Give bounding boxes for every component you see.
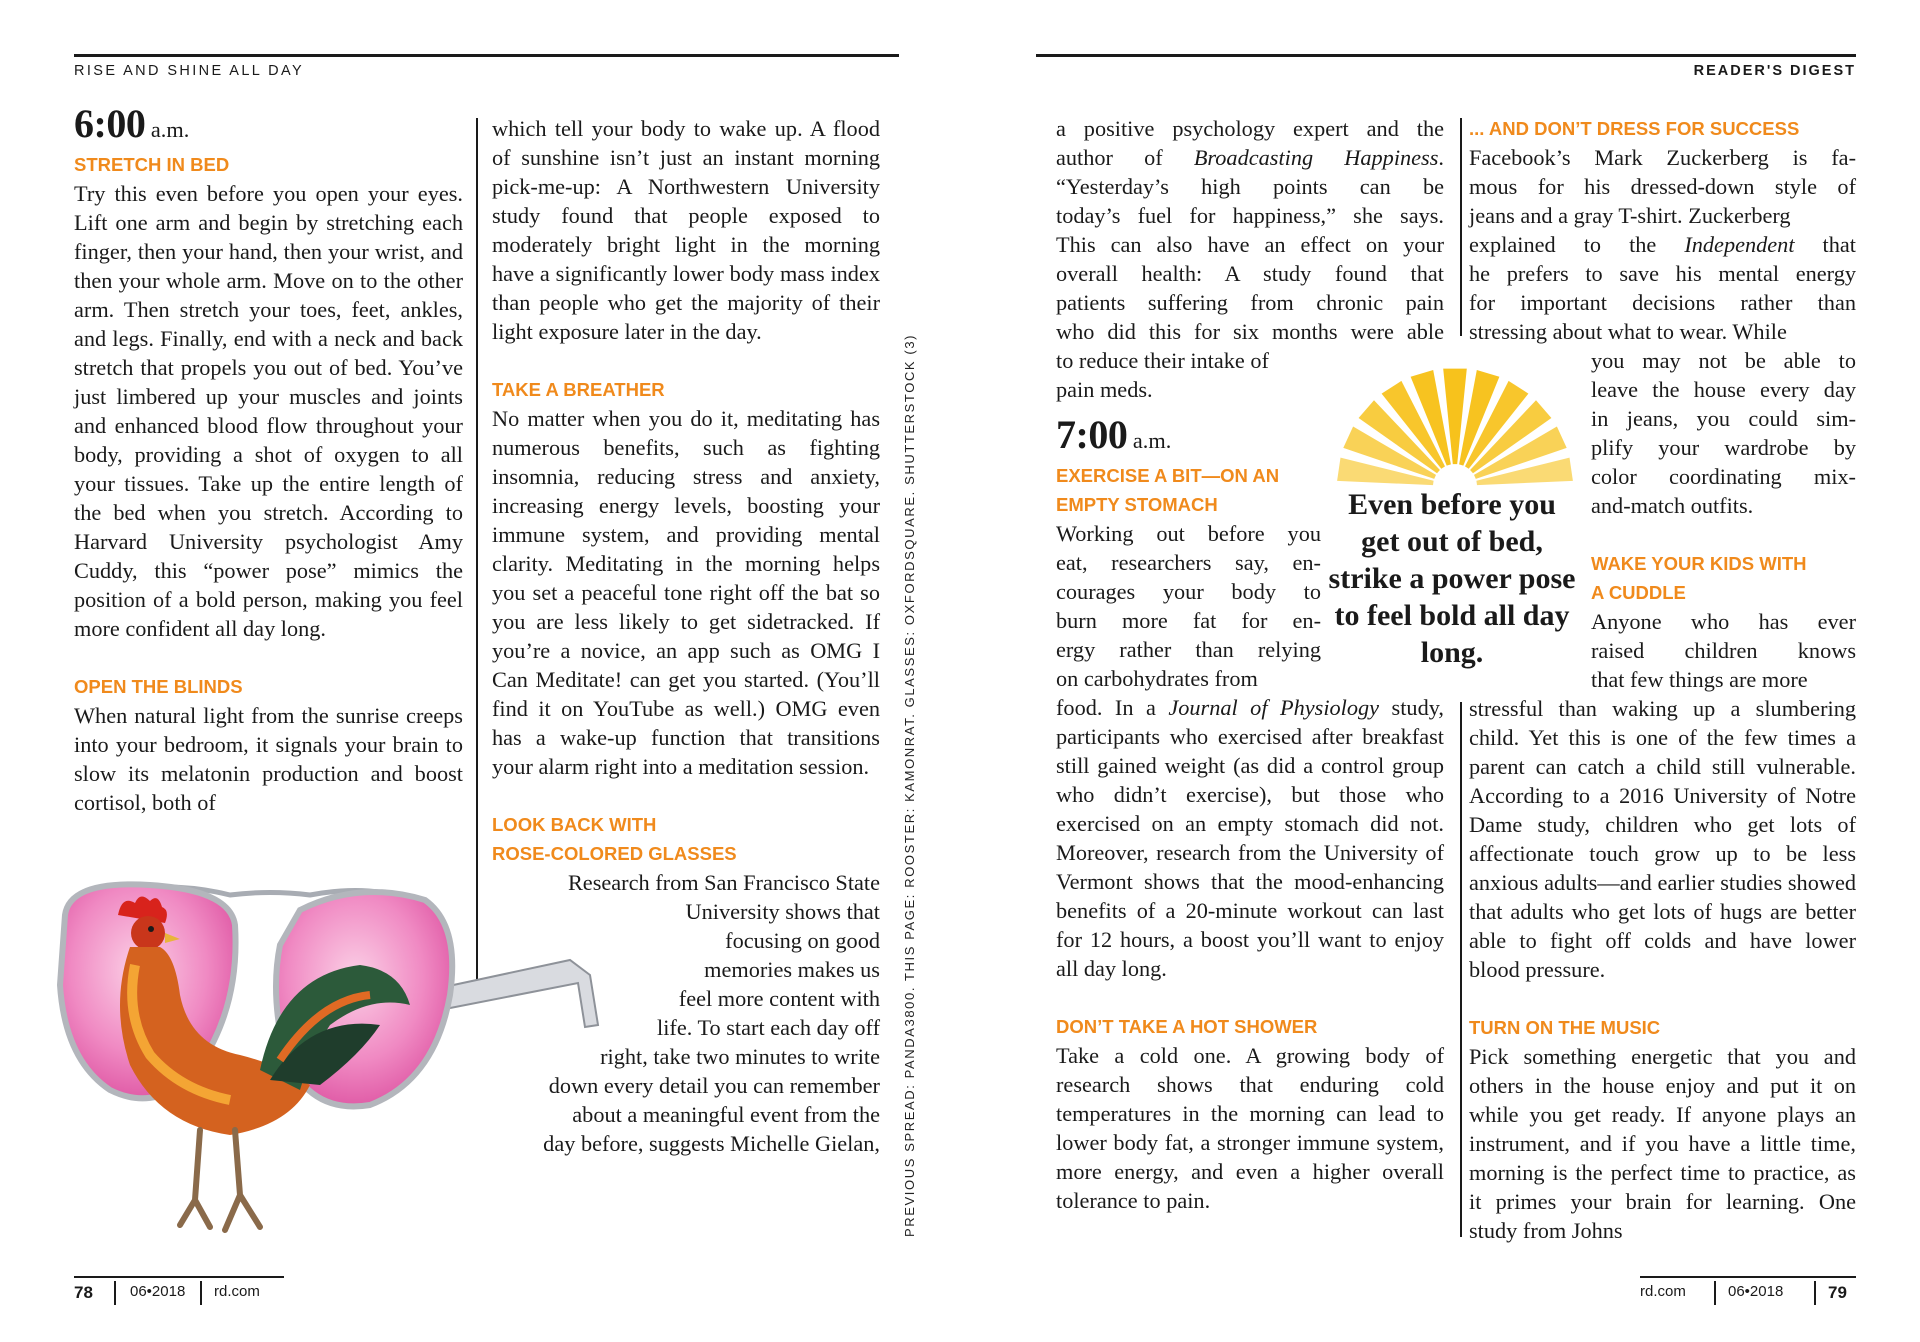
text-line: mous for his dressed-down style of xyxy=(1469,174,1856,199)
body-blinds: When natural light from the sunrise creeps into your bedroom, it signals your brain to slow its melatonin production and boost cortisol, both of xyxy=(74,703,463,815)
text-line: for important decisions rather than xyxy=(1469,290,1856,315)
text-line: patients suffering from chronic pain xyxy=(1056,290,1444,315)
body-dress-full xyxy=(1469,143,1856,230)
body-dress-narrow xyxy=(1591,346,1856,520)
top-rule-left xyxy=(74,54,899,57)
text-line: Working out before you xyxy=(1056,521,1321,546)
footer-divider-3 xyxy=(1714,1281,1716,1305)
text-line: author of Broadcasting Happiness. xyxy=(1056,145,1444,170)
text-line: overall health: A study found that xyxy=(1056,261,1444,286)
text-line: stressing about what to wear. While xyxy=(1469,319,1787,344)
heading-dont-dress: ... AND DON’T DRESS FOR SUCCESS xyxy=(1469,118,1800,139)
column-4 xyxy=(1469,114,1856,1245)
text-line: eat, researchers say, en- xyxy=(1056,550,1321,575)
top-rule-right xyxy=(1036,54,1856,57)
running-title-right: READER'S DIGEST xyxy=(1693,63,1856,79)
text-line: Facebook’s Mark Zuckerberg is fa- xyxy=(1469,145,1856,170)
text-line: feel more content with xyxy=(678,986,880,1011)
running-title-left: RISE AND SHINE ALL DAY xyxy=(74,63,305,79)
text-line: about a meaningful event from the xyxy=(572,1102,880,1127)
text-line: you may not be able to xyxy=(1591,348,1856,373)
text-line: that few things are more xyxy=(1591,667,1808,692)
text-line: down every detail you can remember xyxy=(548,1073,880,1098)
text-line: focusing on good xyxy=(725,928,880,953)
heading-turn-on-music: TURN ON THE MUSIC xyxy=(1469,1017,1661,1038)
footer-date-left: 06•2018 xyxy=(130,1283,186,1300)
text-line: to reduce their intake of xyxy=(1056,348,1269,373)
body-blinds-cont: which tell your body to wake up. A flood of sunshine isn’t just an instant morning pick-me-up: A Northwestern University study found that people exposed to moderately bright light in the morning have a significantly lower body mass index than people who get the majority of their light exposure later in the day. xyxy=(492,116,880,344)
text-line: who did this for six months were able xyxy=(1056,319,1444,344)
time-6am: 6:00 a.m. xyxy=(74,101,190,146)
text-line: life. To start each day off xyxy=(657,1015,880,1040)
heading-look-back: LOOK BACK WITH ROSE-COLORED GLASSES xyxy=(492,814,737,864)
text-line: pain meds. xyxy=(1056,377,1153,402)
page-number-right: 79 xyxy=(1828,1283,1847,1302)
column-divider-1 xyxy=(476,118,478,980)
text-line: burn more fat for en- xyxy=(1056,608,1321,633)
body-exercise-rest: participants who exercised after breakfast still gained weight (as did a control group who didn’t exercise), but those who exercised on an empty stomach did not. Moreover, research from the University of Vermont shows that the mood-enhancing benefits of a 20-minute workout can last for 12 hours, a boost you’ll want to enjoy all day long. xyxy=(1056,724,1444,981)
heading-hot-shower: DON’T TAKE A HOT SHOWER xyxy=(1056,1016,1318,1037)
text-line: courages your body to xyxy=(1056,579,1321,604)
footer-left xyxy=(74,1283,93,1303)
body-breather: No matter when you do it, meditating has numerous benefits, such as fighting insomnia, reducing stress and anxiety, increasing energy levels, boosting your immune system, and providing mental clarity. Meditating in the morning helps you set a peaceful tone right off the bat so you are less likely to get sidetracked. If you’re a novice, an app such as OMG I Can Meditate! can get you started. (You’ll find it on YouTube as well.) OMG even has a wake-up function that transitions your alarm right into a meditation session. xyxy=(492,406,880,779)
text-line: Anyone who has ever xyxy=(1591,609,1856,634)
text-line: This can also have an effect on your xyxy=(1056,232,1444,257)
text-line: raised children knows xyxy=(1591,638,1856,663)
column-divider-3-top xyxy=(1460,118,1462,336)
column-1 xyxy=(74,101,463,817)
heading-open-the-blinds: OPEN THE BLINDS xyxy=(74,676,243,697)
body-dress-line: explained to the Independent that xyxy=(1469,232,1856,257)
pull-quote: Even before you get out of bed, strike a power pose to feel bold all day long. xyxy=(1328,488,1576,669)
body-exercise-line: food. In a Journal of Physiology study, xyxy=(1056,695,1444,720)
footer-site-left: rd.com xyxy=(214,1283,260,1300)
footer-rule-left xyxy=(74,1276,284,1278)
body-music: Pick something energetic that you and others in the house enjoy and put it on while you get ready. If anyone plays an instrument, and if you have a little time, morning is the perfect time to practice, as it primes your brain for learning. One study from Johns xyxy=(1469,1044,1856,1243)
text-line: “Yesterday’s high points can be xyxy=(1056,174,1444,199)
heading-exercise: EXERCISE A BIT—ON AN EMPTY STOMACH xyxy=(1056,465,1280,515)
heading-stretch-in-bed: STRETCH IN BED xyxy=(74,154,230,175)
text-line: jeans and a gray T-shirt. Zuckerberg xyxy=(1469,203,1791,228)
footer-right xyxy=(1828,1283,1847,1303)
text-line: a positive psychology expert and the xyxy=(1056,116,1444,141)
heading-wake-kids: WAKE YOUR KIDS WITH A CUDDLE xyxy=(1591,553,1807,603)
body-stretch: Try this even before you open your eyes. Lift one arm and begin by stretching each finger, then your hand, then your wrist, and then your whole arm. Move on to the other arm. Then stretch your toes, feet, ankles, and legs. Finally, end with a neck and back stretch that propels you out of bed. You’ve just limbered up your muscles and joints and enhanced blood flow throughout your body, providing a shot of oxygen to all your tissues. Take up the entire length of the bed when you stretch. According to Harvard University psychologist Amy Cuddy, this “power pose” mimics the position of a bold person, making you feel more confident all day long. xyxy=(74,181,463,641)
body-kids-rest: stressful than waking up a slumbering child. Yet this is one of the few times a parent can catch a child still vulnerable. According to a 2016 University of Notre Dame study, children who get lots of affectionate touch grow up to be less anxious adults—and earlier studies showed that adults who get lots of hugs are better able to fight off colds and have lower blood pressure. xyxy=(1469,696,1856,982)
column-divider-3-bottom xyxy=(1460,702,1462,1237)
body-dress-full-2 xyxy=(1469,259,1856,346)
page-number-left: 78 xyxy=(74,1283,93,1302)
body-exercise-narrow xyxy=(1056,519,1321,693)
body-gielan-cont xyxy=(1056,114,1444,404)
text-line: memories makes us xyxy=(704,957,880,982)
text-line: and-match outfits. xyxy=(1591,493,1754,518)
text-line: color coordinating mix- xyxy=(1591,464,1856,489)
text-line: right, take two minutes to write xyxy=(600,1044,880,1069)
body-kids-narrow xyxy=(1591,607,1856,694)
text-line: ergy rather than relying xyxy=(1056,637,1321,662)
text-line: plify your wardrobe by xyxy=(1591,435,1856,460)
heading-take-a-breather: TAKE A BREATHER xyxy=(492,379,665,400)
footer-rule-right xyxy=(1640,1276,1856,1278)
text-line: leave the house every day xyxy=(1591,377,1856,402)
footer-divider-2 xyxy=(200,1281,202,1305)
text-line: day before, suggests Michelle Gielan, xyxy=(543,1131,880,1156)
footer-date-right: 06•2018 xyxy=(1728,1283,1784,1300)
text-line: Research from San Francisco State xyxy=(567,870,880,895)
text-line: today’s fuel for happiness,” she says. xyxy=(1056,203,1444,228)
text-line: he prefers to save his mental energy xyxy=(1469,261,1856,286)
rooster-glasses-illustration xyxy=(30,855,610,1275)
footer-divider-1 xyxy=(114,1281,116,1305)
text-line: University shows that xyxy=(685,899,880,924)
text-line: on carbohydrates from xyxy=(1056,666,1258,691)
photo-credit: PREVIOUS SPREAD: PANDA3800. THIS PAGE: ROOSTER: KAMONRAT. GLASSES: OXFORDSQUARE. SHUTTERSTOCK (3) xyxy=(902,333,917,1237)
time-7am: 7:00 a.m. xyxy=(1056,412,1172,457)
footer-site-right: rd.com xyxy=(1640,1283,1686,1300)
text-line: in jeans, you could sim- xyxy=(1591,406,1856,431)
footer-divider-4 xyxy=(1814,1281,1816,1305)
body-shower: Take a cold one. A growing body of research shows that enduring cold temperatures in the morning can lead to lower body fat, a stronger immune system, more energy, and even a higher overall tolerance to pain. xyxy=(1056,1043,1444,1213)
